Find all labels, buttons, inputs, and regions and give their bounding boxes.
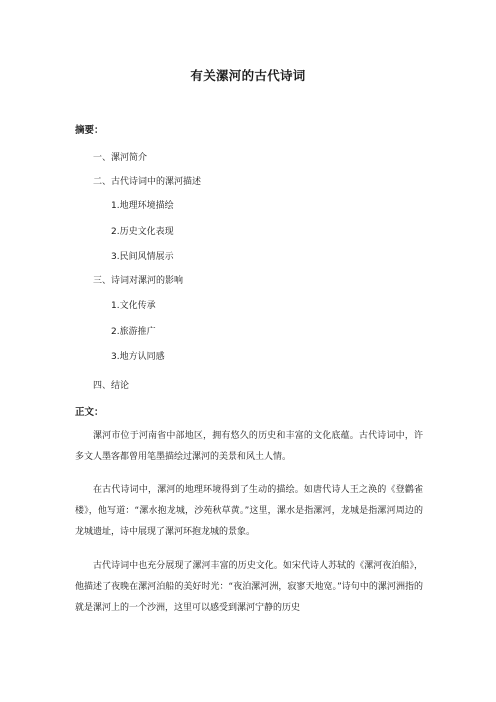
abstract-heading: 摘要：: [75, 125, 104, 136]
outline-item-4: 四、结论: [93, 381, 130, 391]
outline-item-3-sub-2: 2.旅游推广: [111, 327, 156, 337]
outline-item-1: 一、漯河简介: [93, 153, 148, 163]
body-heading: 正文：: [75, 407, 104, 418]
document-title: 有关漯河的古代诗词: [190, 68, 306, 83]
outline-item-3-sub-3: 3.地方认同感: [111, 352, 165, 362]
outline-item-2-sub-1: 1.地理环境描绘: [111, 201, 174, 211]
outline-item-3: 三、诗词对漯河的影响: [93, 276, 184, 286]
body-paragraph-2: 在古代诗词中，漯河的地理环境得到了生动的描绘。如唐代诗人王之涣的《登鹳雀楼》，他写道：“漯水抱龙城，沙苑秋草黄。”这里，漯水是指漯河，龙城是指漯河周边的龙城遗址，诗中展现了漯河环抱龙城的景象。: [75, 485, 423, 537]
body-paragraph-3: 古代诗词中也充分展现了漯河丰富的历史文化。如宋代诗人苏轼的《漯河夜泊船》，他描述了夜晚在漯河泊船的美好时光：“夜泊漯河洲，寂寥天地宽。”诗句中的漯河洲指的就是漯河上的一个沙洲，这里可以感受到漯河宁静的历史: [75, 561, 423, 613]
outline-item-2: 二、古代诗词中的漯河描述: [93, 177, 202, 187]
outline-item-2-sub-3: 3.民间风情展示: [111, 252, 174, 262]
body-paragraph-1: 漯河市位于河南省中部地区，拥有悠久的历史和丰富的文化底蕴。古代诗词中，许多文人墨客都曾用笔墨描绘过漯河的美景和风土人情。: [75, 431, 423, 462]
outline-item-2-sub-2: 2.历史文化表现: [111, 227, 174, 237]
outline-item-3-sub-1: 1.文化传承: [111, 301, 156, 311]
